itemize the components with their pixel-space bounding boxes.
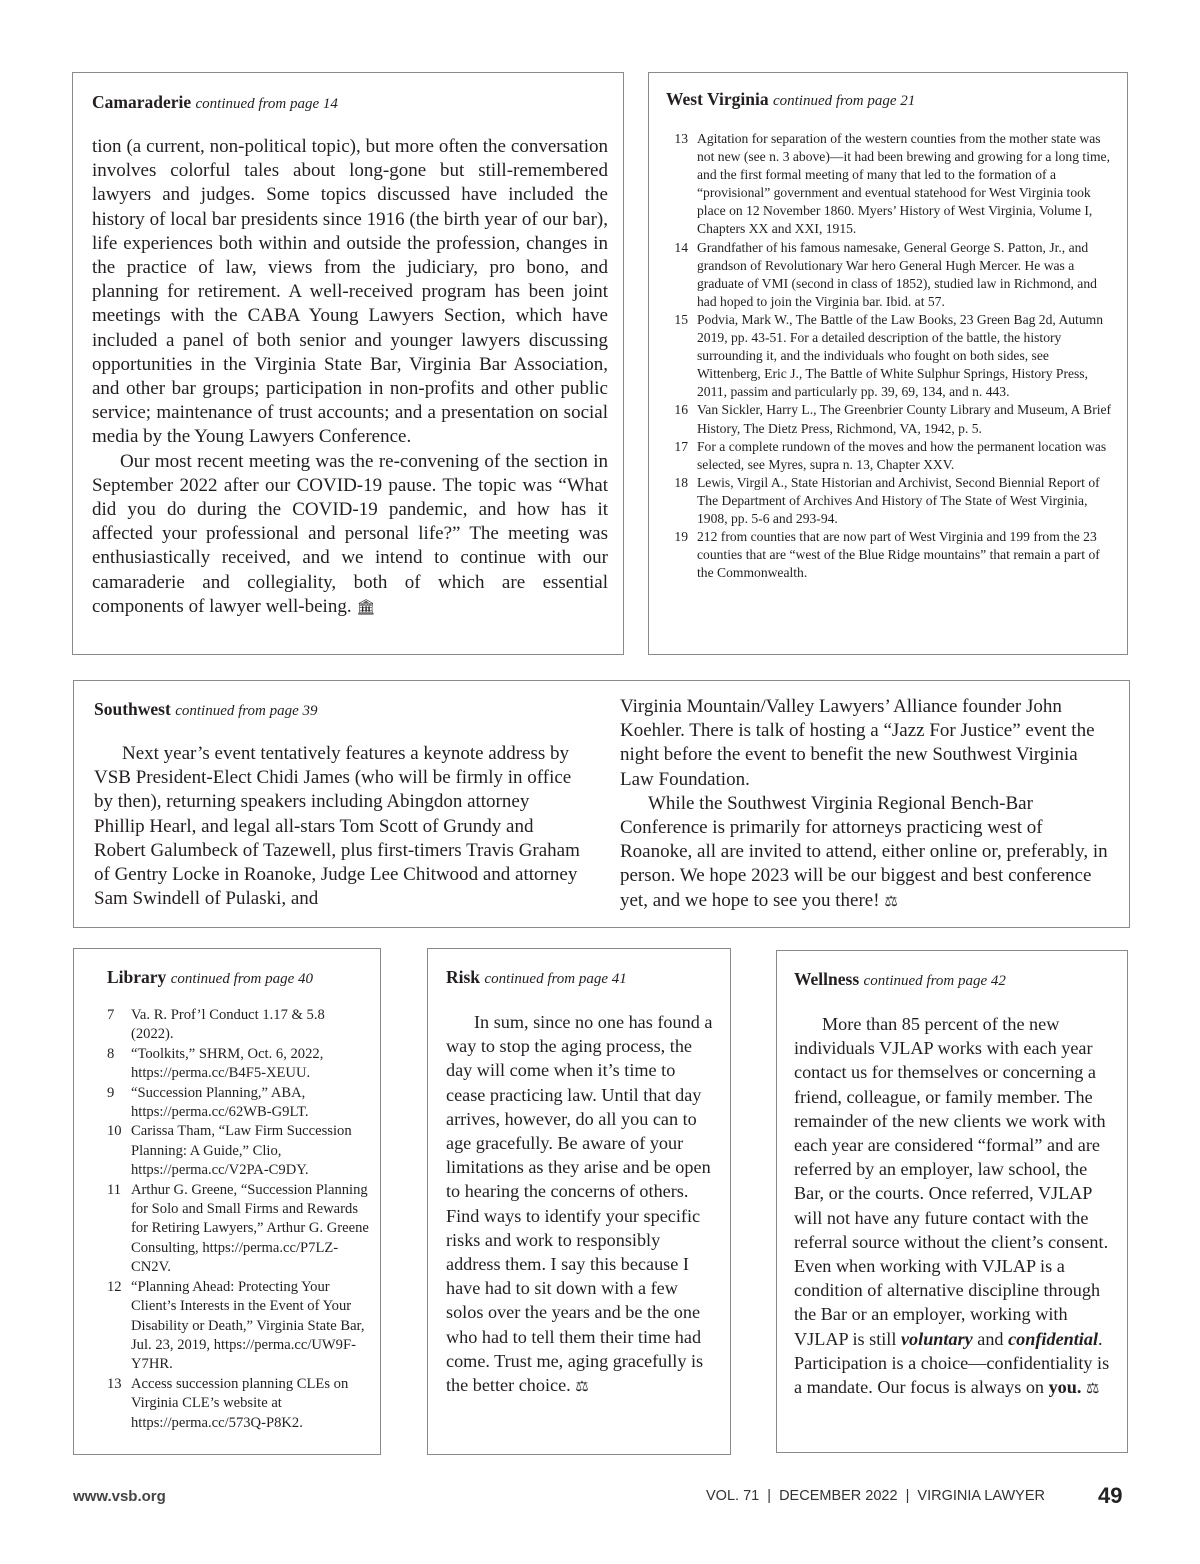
southwest-para-3-wrap <box>620 792 1112 913</box>
camaraderie-box <box>72 72 624 655</box>
wellness-box <box>776 950 1128 1453</box>
footnote: 10 Carissa Tham, “Law Firm Succession Planning: A Guide,” Clio, https://perma.cc/V2PA-C9DY. <box>107 1123 352 1179</box>
scales-icon: ⚖ <box>1085 1379 1100 1398</box>
wellness-emphasis-confidential: confidential <box>1008 1328 1099 1349</box>
risk-para-1: In sum, since no one has found a way to stop the aging process, the day will come when it’s time to cease practicing law. Until that day arrives, however, do all you can to age gracefully. Be aware of your limitations as they arise and be open to hearing the concerns of others. Find ways to identify your specific risks and work to responsibly address them. I say this because I have had to sit down with a few solos over the years and be the one who had to tell them their time had come. Trust me, aging gracefully is the better choice. <box>446 1012 713 1396</box>
footer-issue: VOL. 71 | DECEMBER 2022 | VIRGINIA LAWYER <box>706 1488 1046 1504</box>
camaraderie-para-2-wrap <box>92 450 608 619</box>
wellness-text-a: More than 85 percent of the new individuals VJLAP works with each year contact us for themselves or concerning a friend, colleague, or family member. The remainder of the new clients we work with each year are considered “formal” and are referred by an employer, law school, the Bar, or the courts. Once referred, VJLAP will not have any future contact with the referral source without the client’s consent. Even when working with VJLAP is a condition of alternative discipline through the Bar or an employer, working with VJLAP is still <box>794 1014 1109 1349</box>
library-header: Library continued from page 40 <box>107 967 314 987</box>
wellness-emphasis-voluntary: voluntary <box>900 1328 973 1349</box>
footnote: 11 Arthur G. Greene, “Succession Planning for Solo and Small Firms and Rewards for Retiring Lawyers,” Arthur G. Greene Consulting, https://perma.cc/P7LZ-CN2V. <box>107 1181 369 1276</box>
camaraderie-para-2: Our most recent meeting was the re-convening of the section in September 2022 after our COVID-19 pause. The topic was “What did you do during the COVID-19 pandemic, and how has it affected your professional and personal life?” The meeting was enthusiastically received, and we intend to continue with our camaraderie and collegiality, both of which are essential components of lawyer well-being. <box>92 450 608 617</box>
southwest-para-2: Virginia Mountain/Valley Lawyers’ Alliance founder John Koehler. There is talk of hosting a “Jazz For Justice” event the night before the event to benefit the new Southwest Virginia Law Foundation. <box>620 696 1095 790</box>
footnote: 12 “Planning Ahead: Protecting Your Client’s Interests in the Event of Your Disability or Death,” Virginia State Bar, Jul. 23, 2019, https://perma.cc/UW9F-Y7HR. <box>107 1278 365 1373</box>
footnote: 13 Access succession planning CLEs on Virginia CLE’s website at https://perma.cc/573Q-P8K2. <box>107 1375 349 1431</box>
west-virginia-box <box>648 72 1128 655</box>
camaraderie-header: Camaraderie continued from page 14 <box>92 92 338 112</box>
wellness-text-c: . Participation is a choice—confidentiality is a mandate. Our focus is always on <box>794 1328 1110 1398</box>
footnote: 14 Grandfather of his famous namesake, General George S. Patton, Jr., and grandson of Revolutionary War hero General Hugh Mercer. He was a graduate of VMI (second in class of 1852), studied law in Richmond, and had hoped to join the Virginia bar. Ibid. at 57. <box>674 239 1097 309</box>
risk-box <box>427 948 731 1455</box>
wellness-header: Wellness continued from page 42 <box>794 969 1006 989</box>
southwest-box <box>73 680 1130 928</box>
footnote: 8 “Toolkits,” SHRM, Oct. 6, 2022, https://perma.cc/B4F5-XEUU. <box>107 1045 324 1082</box>
courthouse-icon: 🏛 <box>356 597 376 616</box>
west-virginia-header: West Virginia continued from page 21 <box>666 89 916 109</box>
page-number: 49 <box>1098 1483 1123 1508</box>
west-virginia-notes <box>666 130 1112 582</box>
wellness-text-b: and <box>977 1328 1004 1349</box>
footnote: 19 212 from counties that are now part of West Virginia and 199 from the 23 counties that are “west of the Blue Ridge mountains” that remain a part of the Commonwealth. <box>674 529 1100 581</box>
camaraderie-para-1: tion (a current, non-political topic), but more often the conversation involves colorful tales about long-gone but still-remembered lawyers and judges. Some topics discussed have included the history of local bar presidents since 1916 (the birth year of our bar), life experiences both within and outside the profession, changes in the practice of law, views from the judiciary, pro bono, and planning for retirement. A well-received program has been joint meetings with the CABA Young Lawyers Section, which have included a panel of both senior and younger lawyers discussing opportunities in the Virginia State Bar, Virginia Bar Association, and other bar groups; participation in non-profits and other public service; maintenance of trust accounts; and a presentation on social media by the Young Lawyers Conference. <box>92 136 608 448</box>
wellness-para <box>794 1012 1112 1400</box>
southwest-para-3: While the Southwest Virginia Regional Bench-Bar Conference is primarily for attorneys practicing west of Roanoke, all are invited to attend, either online or, preferably, in person. We hope 2023 will be our biggest and best conference yet, and we hope to see you there! <box>620 792 1108 911</box>
southwest-header: Southwest continued from page 39 <box>94 699 318 719</box>
footnote: 7 Va. R. Prof’l Conduct 1.17 & 5.8 (2022). <box>107 1007 325 1043</box>
footer-website[interactable]: www.vsb.org <box>73 1488 166 1505</box>
risk-para-wrap <box>446 1010 718 1398</box>
scales-icon: ⚖ <box>575 1377 589 1396</box>
footnote: 15 Podvia, Mark W., The Battle of the Law Books, 23 Green Bag 2d, Autumn 2019, pp. 43-51. For a detailed description of the battle, the history surrounding it, and the individuals who fought on both sides, see Wittenberg, Eric J., The Battle of White Sulphur Springs, History Press, 2011, passim and particularly pp. 39, 69, 134, and n. 443. <box>674 311 1103 400</box>
footnote: 16 Van Sickler, Harry L., The Greenbrier County Library and Museum, A Brief History, The Dietz Press, Richmond, VA, 1942, p. 5. <box>674 402 1112 436</box>
footnote: 13 Agitation for separation of the western counties from the mother state was not new (see n. 3 above)—it had been brewing and growing for a long time, and the first formal meeting of many that led to the formation of a “provisional” government and eventual statehood for West Virginia took place on 12 November 1860. Myers’ History of West Virginia, Volume I, Chapters XX and XXI, 1915. <box>674 131 1110 237</box>
wellness-emphasis-you: you. <box>1048 1377 1082 1398</box>
library-notes <box>107 1006 369 1433</box>
footnote: 17 For a complete rundown of the moves and how the permanent location was selected, see Myres, supra n. 13, Chapter XXV. <box>674 438 1107 472</box>
library-box <box>73 948 381 1455</box>
southwest-para-1: Next year’s event tentatively features a keynote address by VSB President-Elect Chidi James (who will be firmly in office by then), returning speakers including Abingdon attorney Phillip Hearl, and legal all-stars Tom Scott of Grundy and Robert Galumbeck of Tazewell, plus first-timers Travis Graham of Gentry Locke in Roanoke, Judge Lee Chitwood and attorney Sam Swindell of Pulaski, and <box>94 743 580 910</box>
risk-header: Risk continued from page 41 <box>446 967 627 987</box>
footnote: 18 Lewis, Virgil A., State Historian and Archivist, Second Biennial Report of The Department of Archives And History of The State of West Virginia, 1908, pp. 5-6 and 293-94. <box>674 474 1100 526</box>
footnote: 9 “Succession Planning,” ABA, https://perma.cc/62WB-G9LT. <box>107 1084 309 1121</box>
scales-icon: ⚖ <box>884 891 898 910</box>
